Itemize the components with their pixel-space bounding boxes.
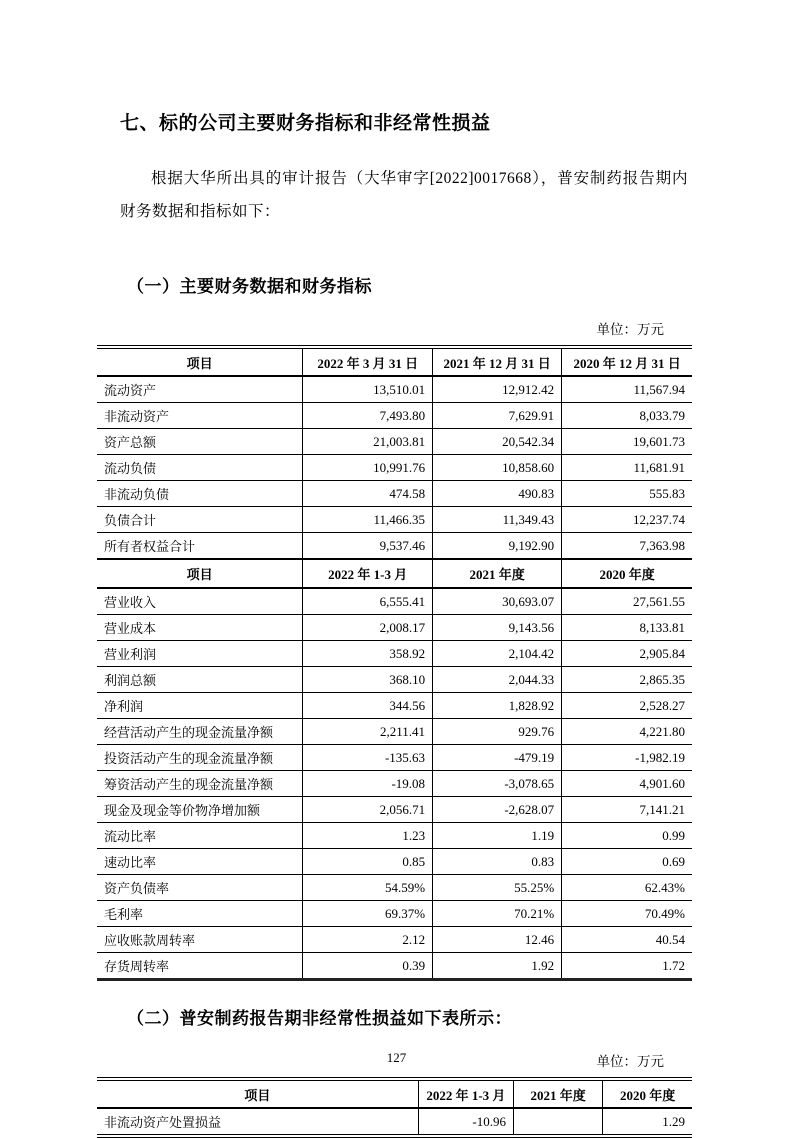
row-value: -1,982.19 bbox=[562, 745, 692, 771]
row-label: 非流动资产 bbox=[97, 403, 303, 429]
row-label: 负债合计 bbox=[97, 507, 303, 533]
intro-paragraph: 根据大华所出具的审计报告（大华审字[2022]0017668），普安制药报告期内财务数据和指标如下： bbox=[120, 170, 688, 220]
nonrecurring-gains-table bbox=[97, 1077, 692, 1138]
table-row bbox=[97, 641, 692, 667]
row-value: 70.21% bbox=[433, 901, 562, 927]
subsection-1-title: （一）主要财务数据和财务指标 bbox=[127, 277, 372, 296]
table-row bbox=[97, 771, 692, 797]
row-label: 流动资产 bbox=[97, 376, 303, 403]
row-value: 1.23 bbox=[303, 823, 433, 849]
row-value: 474.58 bbox=[303, 481, 433, 507]
table-row bbox=[97, 849, 692, 875]
row-value: 2,104.42 bbox=[433, 641, 562, 667]
column-header: 2022 年 1-3 月 bbox=[418, 1079, 513, 1108]
row-label: 非流动负债 bbox=[97, 481, 303, 507]
table-row bbox=[97, 745, 692, 771]
row-value bbox=[513, 1108, 602, 1136]
row-value: -2,628.07 bbox=[433, 797, 562, 823]
row-value: 2,211.41 bbox=[303, 719, 433, 745]
column-header: 2020 年度 bbox=[603, 1079, 692, 1108]
row-value: 55.25% bbox=[433, 875, 562, 901]
row-label: 营业收入 bbox=[97, 588, 303, 615]
column-header: 项目 bbox=[97, 347, 303, 376]
row-value: 0.69 bbox=[562, 849, 692, 875]
row-value: 70.49% bbox=[562, 901, 692, 927]
row-value: 490.83 bbox=[433, 481, 562, 507]
income-header-row bbox=[97, 559, 692, 588]
row-value: 30,693.07 bbox=[433, 588, 562, 615]
row-value: 1,828.92 bbox=[433, 693, 562, 719]
row-label: 投资活动产生的现金流量净额 bbox=[97, 745, 303, 771]
row-value: 368.10 bbox=[303, 667, 433, 693]
table-row bbox=[97, 481, 692, 507]
nonrecurring-header-row bbox=[97, 1079, 692, 1108]
row-value: 9,192.90 bbox=[433, 533, 562, 560]
row-label: 利润总额 bbox=[97, 667, 303, 693]
row-label: 现金及现金等价物净增加额 bbox=[97, 797, 303, 823]
row-label: 营业成本 bbox=[97, 615, 303, 641]
row-label: 非流动资产处置损益 bbox=[97, 1108, 418, 1136]
row-value: 11,681.91 bbox=[562, 455, 692, 481]
row-value: 929.76 bbox=[433, 719, 562, 745]
table-row bbox=[97, 429, 692, 455]
row-label: 流动负债 bbox=[97, 455, 303, 481]
row-value: 1.29 bbox=[603, 1108, 692, 1136]
row-value: 10,991.76 bbox=[303, 455, 433, 481]
row-value: 12,912.42 bbox=[433, 376, 562, 403]
row-label: 营业利润 bbox=[97, 641, 303, 667]
row-value: 1.19 bbox=[433, 823, 562, 849]
row-value: 8,133.81 bbox=[562, 615, 692, 641]
unit-label-1: 单位：万元 bbox=[596, 322, 664, 337]
row-label: 毛利率 bbox=[97, 901, 303, 927]
row-label: 所有者权益合计 bbox=[97, 533, 303, 560]
row-value: 0.85 bbox=[303, 849, 433, 875]
row-value: 11,349.43 bbox=[433, 507, 562, 533]
row-value: 7,141.21 bbox=[562, 797, 692, 823]
column-header: 项目 bbox=[97, 559, 303, 588]
row-label: 筹资活动产生的现金流量净额 bbox=[97, 771, 303, 797]
balance-header-row bbox=[97, 347, 692, 376]
table-row bbox=[97, 797, 692, 823]
row-value: 12.46 bbox=[433, 927, 562, 953]
table-row bbox=[97, 823, 692, 849]
section-heading: 七、标的公司主要财务指标和非经常性损益 bbox=[120, 113, 491, 134]
subsection-2-title: （二）普安制药报告期非经常性损益如下表所示： bbox=[127, 1009, 512, 1028]
row-value: 21,003.81 bbox=[303, 429, 433, 455]
row-label: 应收账款周转率 bbox=[97, 927, 303, 953]
table-row bbox=[97, 533, 692, 560]
column-header: 2020 年 12 月 31 日 bbox=[562, 347, 692, 376]
row-value: 2.12 bbox=[303, 927, 433, 953]
row-label: 存货周转率 bbox=[97, 953, 303, 980]
table-row bbox=[97, 507, 692, 533]
row-value: 0.83 bbox=[433, 849, 562, 875]
row-value: 7,493.80 bbox=[303, 403, 433, 429]
column-header: 2021 年 12 月 31 日 bbox=[433, 347, 562, 376]
column-header: 2021 年度 bbox=[433, 559, 562, 588]
table-row bbox=[97, 403, 692, 429]
column-header: 2020 年度 bbox=[562, 559, 692, 588]
table-row bbox=[97, 693, 692, 719]
balance-sheet-rows bbox=[97, 376, 692, 559]
row-value: 62.43% bbox=[562, 875, 692, 901]
row-value: 11,466.35 bbox=[303, 507, 433, 533]
main-financial-table bbox=[97, 345, 692, 981]
row-value: 54.59% bbox=[303, 875, 433, 901]
row-value: 40.54 bbox=[562, 927, 692, 953]
row-value: -135.63 bbox=[303, 745, 433, 771]
row-value: -10.96 bbox=[418, 1108, 513, 1136]
table-row bbox=[97, 615, 692, 641]
row-value: 358.92 bbox=[303, 641, 433, 667]
row-label: 流动比率 bbox=[97, 823, 303, 849]
row-value: 19,601.73 bbox=[562, 429, 692, 455]
table-row bbox=[97, 875, 692, 901]
row-value: -479.19 bbox=[433, 745, 562, 771]
row-label: 净利润 bbox=[97, 693, 303, 719]
row-value: 7,363.98 bbox=[562, 533, 692, 560]
page-number: 127 bbox=[386, 1050, 407, 1065]
row-value: 69.37% bbox=[303, 901, 433, 927]
row-value: 8,033.79 bbox=[562, 403, 692, 429]
row-value: 9,537.46 bbox=[303, 533, 433, 560]
row-value: 10,858.60 bbox=[433, 455, 562, 481]
row-value: 12,237.74 bbox=[562, 507, 692, 533]
row-value: 4,221.80 bbox=[562, 719, 692, 745]
table-row bbox=[97, 455, 692, 481]
column-header: 2022 年 1-3 月 bbox=[303, 559, 433, 588]
income-and-ratio-rows bbox=[97, 588, 692, 980]
column-header: 项目 bbox=[97, 1079, 418, 1108]
table-row bbox=[97, 588, 692, 615]
row-value: 2,044.33 bbox=[433, 667, 562, 693]
row-value: 2,905.84 bbox=[562, 641, 692, 667]
row-value: 555.83 bbox=[562, 481, 692, 507]
table-row bbox=[97, 376, 692, 403]
row-value: 13,510.01 bbox=[303, 376, 433, 403]
row-value: 1.72 bbox=[562, 953, 692, 980]
unit-label-2: 单位：万元 bbox=[596, 1054, 664, 1069]
row-value: 20,542.34 bbox=[433, 429, 562, 455]
table-row bbox=[97, 901, 692, 927]
row-value: 1.92 bbox=[433, 953, 562, 980]
row-value: 11,567.94 bbox=[562, 376, 692, 403]
row-value: 9,143.56 bbox=[433, 615, 562, 641]
row-value: 2,008.17 bbox=[303, 615, 433, 641]
table-row bbox=[97, 667, 692, 693]
column-header: 2022 年 3 月 31 日 bbox=[303, 347, 433, 376]
table-row bbox=[97, 927, 692, 953]
table-row bbox=[97, 719, 692, 745]
row-value: 344.56 bbox=[303, 693, 433, 719]
nonrecurring-rows bbox=[97, 1108, 692, 1136]
row-value: 6,555.41 bbox=[303, 588, 433, 615]
row-value: 2,865.35 bbox=[562, 667, 692, 693]
row-label: 经营活动产生的现金流量净额 bbox=[97, 719, 303, 745]
row-value: 2,528.27 bbox=[562, 693, 692, 719]
table-row bbox=[97, 1108, 692, 1136]
row-value: 7,629.91 bbox=[433, 403, 562, 429]
row-value: -3,078.65 bbox=[433, 771, 562, 797]
row-value: -19.08 bbox=[303, 771, 433, 797]
table-row bbox=[97, 953, 692, 980]
row-label: 速动比率 bbox=[97, 849, 303, 875]
row-value: 2,056.71 bbox=[303, 797, 433, 823]
row-value: 4,901.60 bbox=[562, 771, 692, 797]
column-header: 2021 年度 bbox=[513, 1079, 602, 1108]
row-value: 27,561.55 bbox=[562, 588, 692, 615]
row-label: 资产负债率 bbox=[97, 875, 303, 901]
row-label: 资产总额 bbox=[97, 429, 303, 455]
row-value: 0.39 bbox=[303, 953, 433, 980]
row-value: 0.99 bbox=[562, 823, 692, 849]
